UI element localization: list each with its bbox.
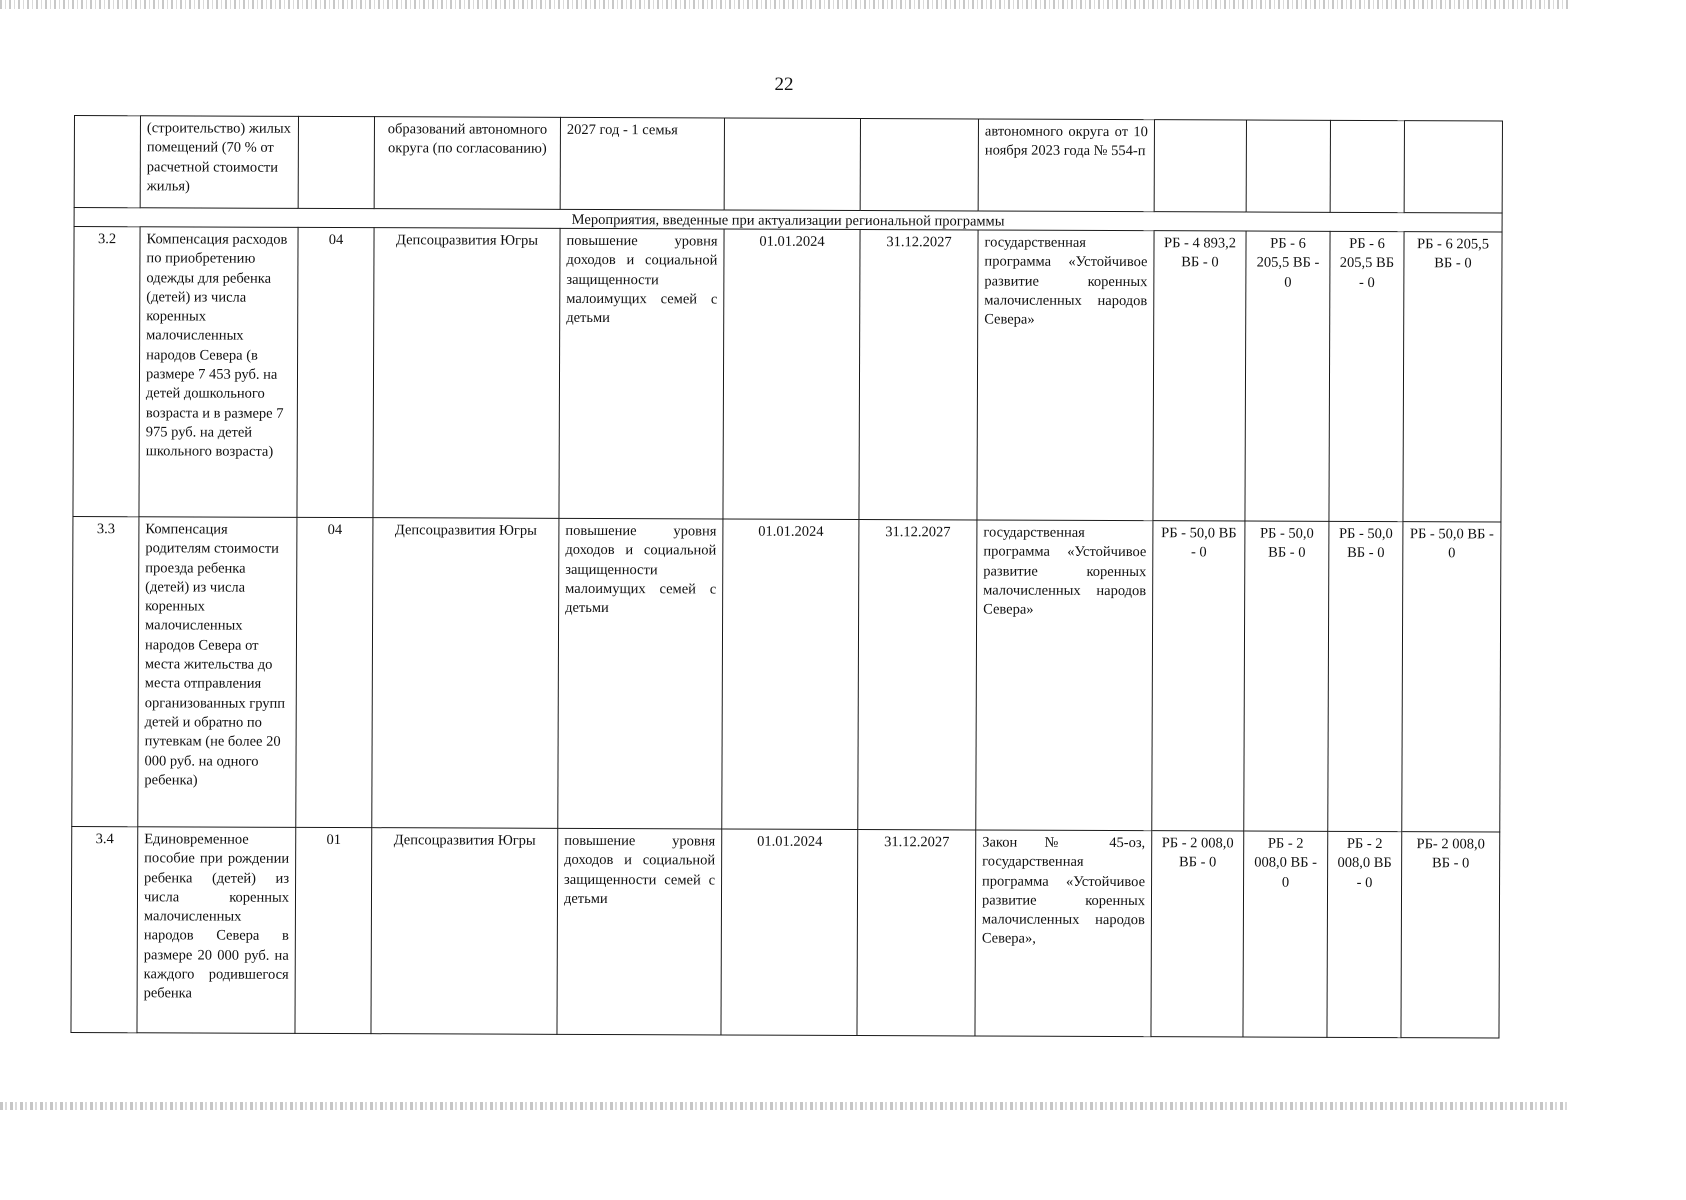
cell-executor: Депсоцразвития Югры	[373, 228, 560, 519]
cell-end-date: 31.12.2027	[858, 520, 977, 830]
cell-executor: Депсоцразвития Югры	[372, 518, 559, 829]
scan-edge-top	[0, 0, 1568, 9]
cell-code: 01	[295, 827, 372, 1033]
cell-basis: государственная программа «Устойчивое развитие коренных малочисленных народов Севера»	[977, 230, 1154, 521]
cell-name: Компенсация расходов по приобретению одежды для ребенка (детей) из числа коренных малочисленных народов Севера (в размере 7 453 руб. на детей дошкольного возраста и в размере 7 975 руб. на детей школьного возраста)	[139, 227, 298, 518]
cell-code: 04	[297, 227, 374, 517]
cell-result: повышение уровня доходов и социальной защищенности семей с детьми	[557, 828, 722, 1035]
cell-code: 04	[296, 517, 373, 827]
cell-num: 3.3	[72, 516, 139, 826]
cell-num	[74, 116, 140, 208]
cell-num: 3.4	[71, 826, 138, 1032]
cell-finance-1: РБ - 4 893,2 ВБ - 0	[1153, 231, 1246, 521]
cell-start-date: 01.01.2024	[723, 229, 860, 520]
cell-finance-4: РБ - 50,0 ВБ - 0	[1402, 522, 1501, 832]
cell-basis: государственная программа «Устойчивое развитие коренных малочисленных народов Севера»	[976, 520, 1153, 831]
cell-finance-2	[1246, 120, 1330, 212]
cell-start-date: 01.01.2024	[721, 829, 858, 1036]
cell-basis: автономного округа от 10 ноября 2023 года № 554-п	[978, 119, 1154, 212]
page-number: 22	[774, 74, 794, 95]
cell-start-date: 01.01.2024	[722, 519, 859, 830]
cell-end-date: 31.12.2027	[859, 230, 978, 520]
cell-start-date	[724, 118, 860, 211]
cell-name: (строительство) жилых помещений (70 % от расчетной стоимости жилья)	[140, 116, 298, 209]
scan-edge-bottom	[0, 1102, 1568, 1110]
cell-finance-4: РБ- 2 008,0 ВБ - 0	[1401, 832, 1500, 1038]
program-table	[70, 115, 1503, 1038]
cell-num: 3.2	[73, 227, 140, 517]
cell-finance-2: РБ - 50,0 ВБ - 0	[1244, 521, 1329, 831]
cell-executor: образований автономного округа (по согласованию)	[374, 117, 560, 210]
cell-result: 2027 год - 1 семья	[560, 117, 724, 210]
cell-finance-2: РБ - 6 205,5 ВБ - 0	[1245, 231, 1330, 521]
cell-finance-3: РБ - 6 205,5 ВБ - 0	[1329, 231, 1404, 521]
cell-result: повышение уровня доходов и социальной защищенности малоимущих семей с детьми	[558, 518, 723, 829]
cell-executor: Депсоцразвития Югры	[371, 828, 558, 1035]
cell-finance-3	[1330, 120, 1404, 212]
section-title: Мероприятия, введенные при актуализации региональной программы	[74, 208, 1502, 232]
cell-finance-3: РБ - 2 008,0 ВБ - 0	[1327, 831, 1402, 1037]
cell-finance-1: РБ - 2 008,0 ВБ - 0	[1151, 831, 1244, 1037]
cell-code	[298, 116, 374, 208]
cell-basis: Закон № 45-оз, государственная программа «Устойчивое развитие коренных малочисленных народов Севера»,	[975, 830, 1152, 1037]
cell-finance-1: РБ - 50,0 ВБ - 0	[1152, 521, 1245, 831]
cell-end-date: 31.12.2027	[857, 830, 976, 1036]
table-row	[72, 516, 1501, 831]
cell-name: Единовременное пособие при рождении ребенка (детей) из числа коренных малочисленных народов Севера в размере 20 000 руб. на каждого родившегося ребенка	[137, 827, 296, 1034]
cell-finance-2: РБ - 2 008,0 ВБ - 0	[1243, 831, 1328, 1037]
table-row-continued	[74, 116, 1502, 213]
cell-finance-1	[1154, 120, 1246, 212]
table-row	[73, 227, 1502, 522]
cell-finance-4	[1404, 121, 1502, 213]
cell-result: повышение уровня доходов и социальной защищенности малоимущих семей с детьми	[559, 228, 724, 519]
cell-finance-3: РБ - 50,0 ВБ - 0	[1328, 521, 1403, 831]
cell-name: Компенсация родителям стоимости проезда ребенка (детей) из числа коренных малочисленных народов Севера от места жительства до места отправления организованных групп детей и обратно по путевкам (не более 20 000 руб. на одного ребенка)	[138, 517, 297, 828]
cell-end-date	[860, 119, 978, 211]
table-row	[71, 826, 1500, 1037]
cell-finance-4: РБ - 6 205,5 ВБ - 0	[1403, 232, 1502, 522]
